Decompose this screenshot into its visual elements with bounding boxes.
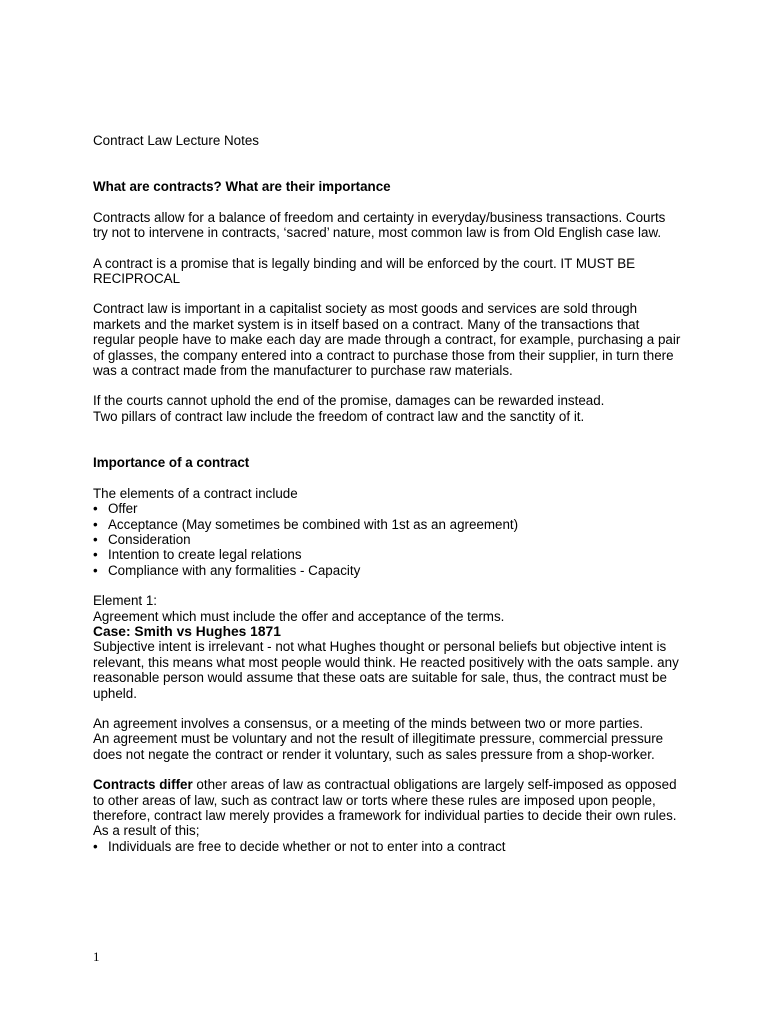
list-item [93, 547, 683, 562]
case-title: Case: Smith vs Hughes 1871 [93, 623, 281, 639]
case-text: Subjective intent is irrelevant - not what Hughes thought or personal beliefs but objective intent is relevant, this means what most people would think. He reacted positively with the oats sample. any reasonable person would assume that these oats are suitable for sale, thus, the contract must be upheld. [93, 639, 679, 701]
document-body [93, 133, 683, 854]
list-item-text: Intention to create legal relations [108, 547, 302, 563]
bullet-icon: • [93, 547, 98, 563]
paragraph-balance-of-freedom: Contracts allow for a balance of freedom and certainty in everyday/business transactions. Courts try not to intervene in contracts, ‘sacred’ nature, most common law is from Old English case law. [93, 209, 666, 241]
list-item [93, 563, 683, 578]
bullet-icon: • [93, 838, 98, 854]
agreement-paragraph-2: An agreement must be voluntary and not the result of illegitimate pressure, commercial pressure does not negate the contract or render it voluntary, such as sales pressure from a shop-worker. [93, 731, 664, 762]
contracts-differ-bold: Contracts differ [93, 777, 193, 793]
section-heading-what-are-contracts: What are contracts? What are their importance [93, 179, 391, 195]
list-item [93, 532, 683, 547]
contracts-differ-paragraph [93, 777, 683, 823]
paragraph-contract-definition: A contract is a promise that is legally binding and will be enforced by the court. IT MUST BE RECIPROCAL [93, 255, 636, 287]
element1-text: Agreement which must include the offer and acceptance of the terms. [93, 608, 505, 624]
element1-block [93, 593, 683, 701]
element1-label: Element 1: [93, 593, 158, 609]
bullet-icon: • [93, 562, 98, 578]
bullet-icon: • [93, 516, 98, 532]
list-item [93, 839, 683, 854]
agreement-block [93, 716, 683, 762]
list-item-text: Consideration [108, 531, 191, 547]
contracts-differ-block [93, 777, 683, 854]
elements-list-block [93, 486, 683, 578]
paragraph-capitalist-society: Contract law is important in a capitalist society as most goods and services are sold through markets and the market system is in itself based on a contract. Many of the transactions that regular people have to make each day are made through a contract, for example, purchasing a pair of glasses, the company entered into a contract to purchase those from their supplier, in turn there was a contract made from the manufacturer to purchase raw materials. [93, 301, 681, 379]
contracts-differ-text: other areas of law as contractual obligations are largely self-imposed as opposed to other areas of law, such as contract law or torts where these rules are imposed upon people, therefore, contract law merely provides a framework for individual parties to decide their own rules. [93, 777, 677, 823]
agreement-paragraph-1: An agreement involves a consensus, or a meeting of the minds between two or more parties. [93, 715, 644, 731]
elements-intro: The elements of a contract include [93, 485, 298, 501]
bullet-icon: • [93, 501, 98, 517]
paragraph-damages [93, 393, 683, 424]
result-list [93, 839, 683, 854]
paragraph-damages-line2: Two pillars of contract law include the freedom of contract law and the sanctity of it. [93, 408, 585, 424]
result-intro: As a result of this; [93, 823, 200, 839]
list-item-text: Individuals are free to decide whether or not to enter into a contract [108, 838, 506, 854]
elements-list [93, 501, 683, 578]
list-item-text: Offer [108, 501, 138, 517]
page-number: 1 [93, 949, 100, 964]
document-title: Contract Law Lecture Notes [93, 133, 259, 148]
list-item [93, 517, 683, 532]
list-item [93, 501, 683, 516]
list-item-text: Acceptance (May sometimes be combined with 1st as an agreement) [108, 516, 519, 532]
paragraph-damages-line1: If the courts cannot uphold the end of the promise, damages can be rewarded instead. [93, 393, 605, 409]
list-item-text: Compliance with any formalities - Capacity [108, 562, 361, 578]
bullet-icon: • [93, 531, 98, 547]
section-heading-importance: Importance of a contract [93, 455, 250, 471]
